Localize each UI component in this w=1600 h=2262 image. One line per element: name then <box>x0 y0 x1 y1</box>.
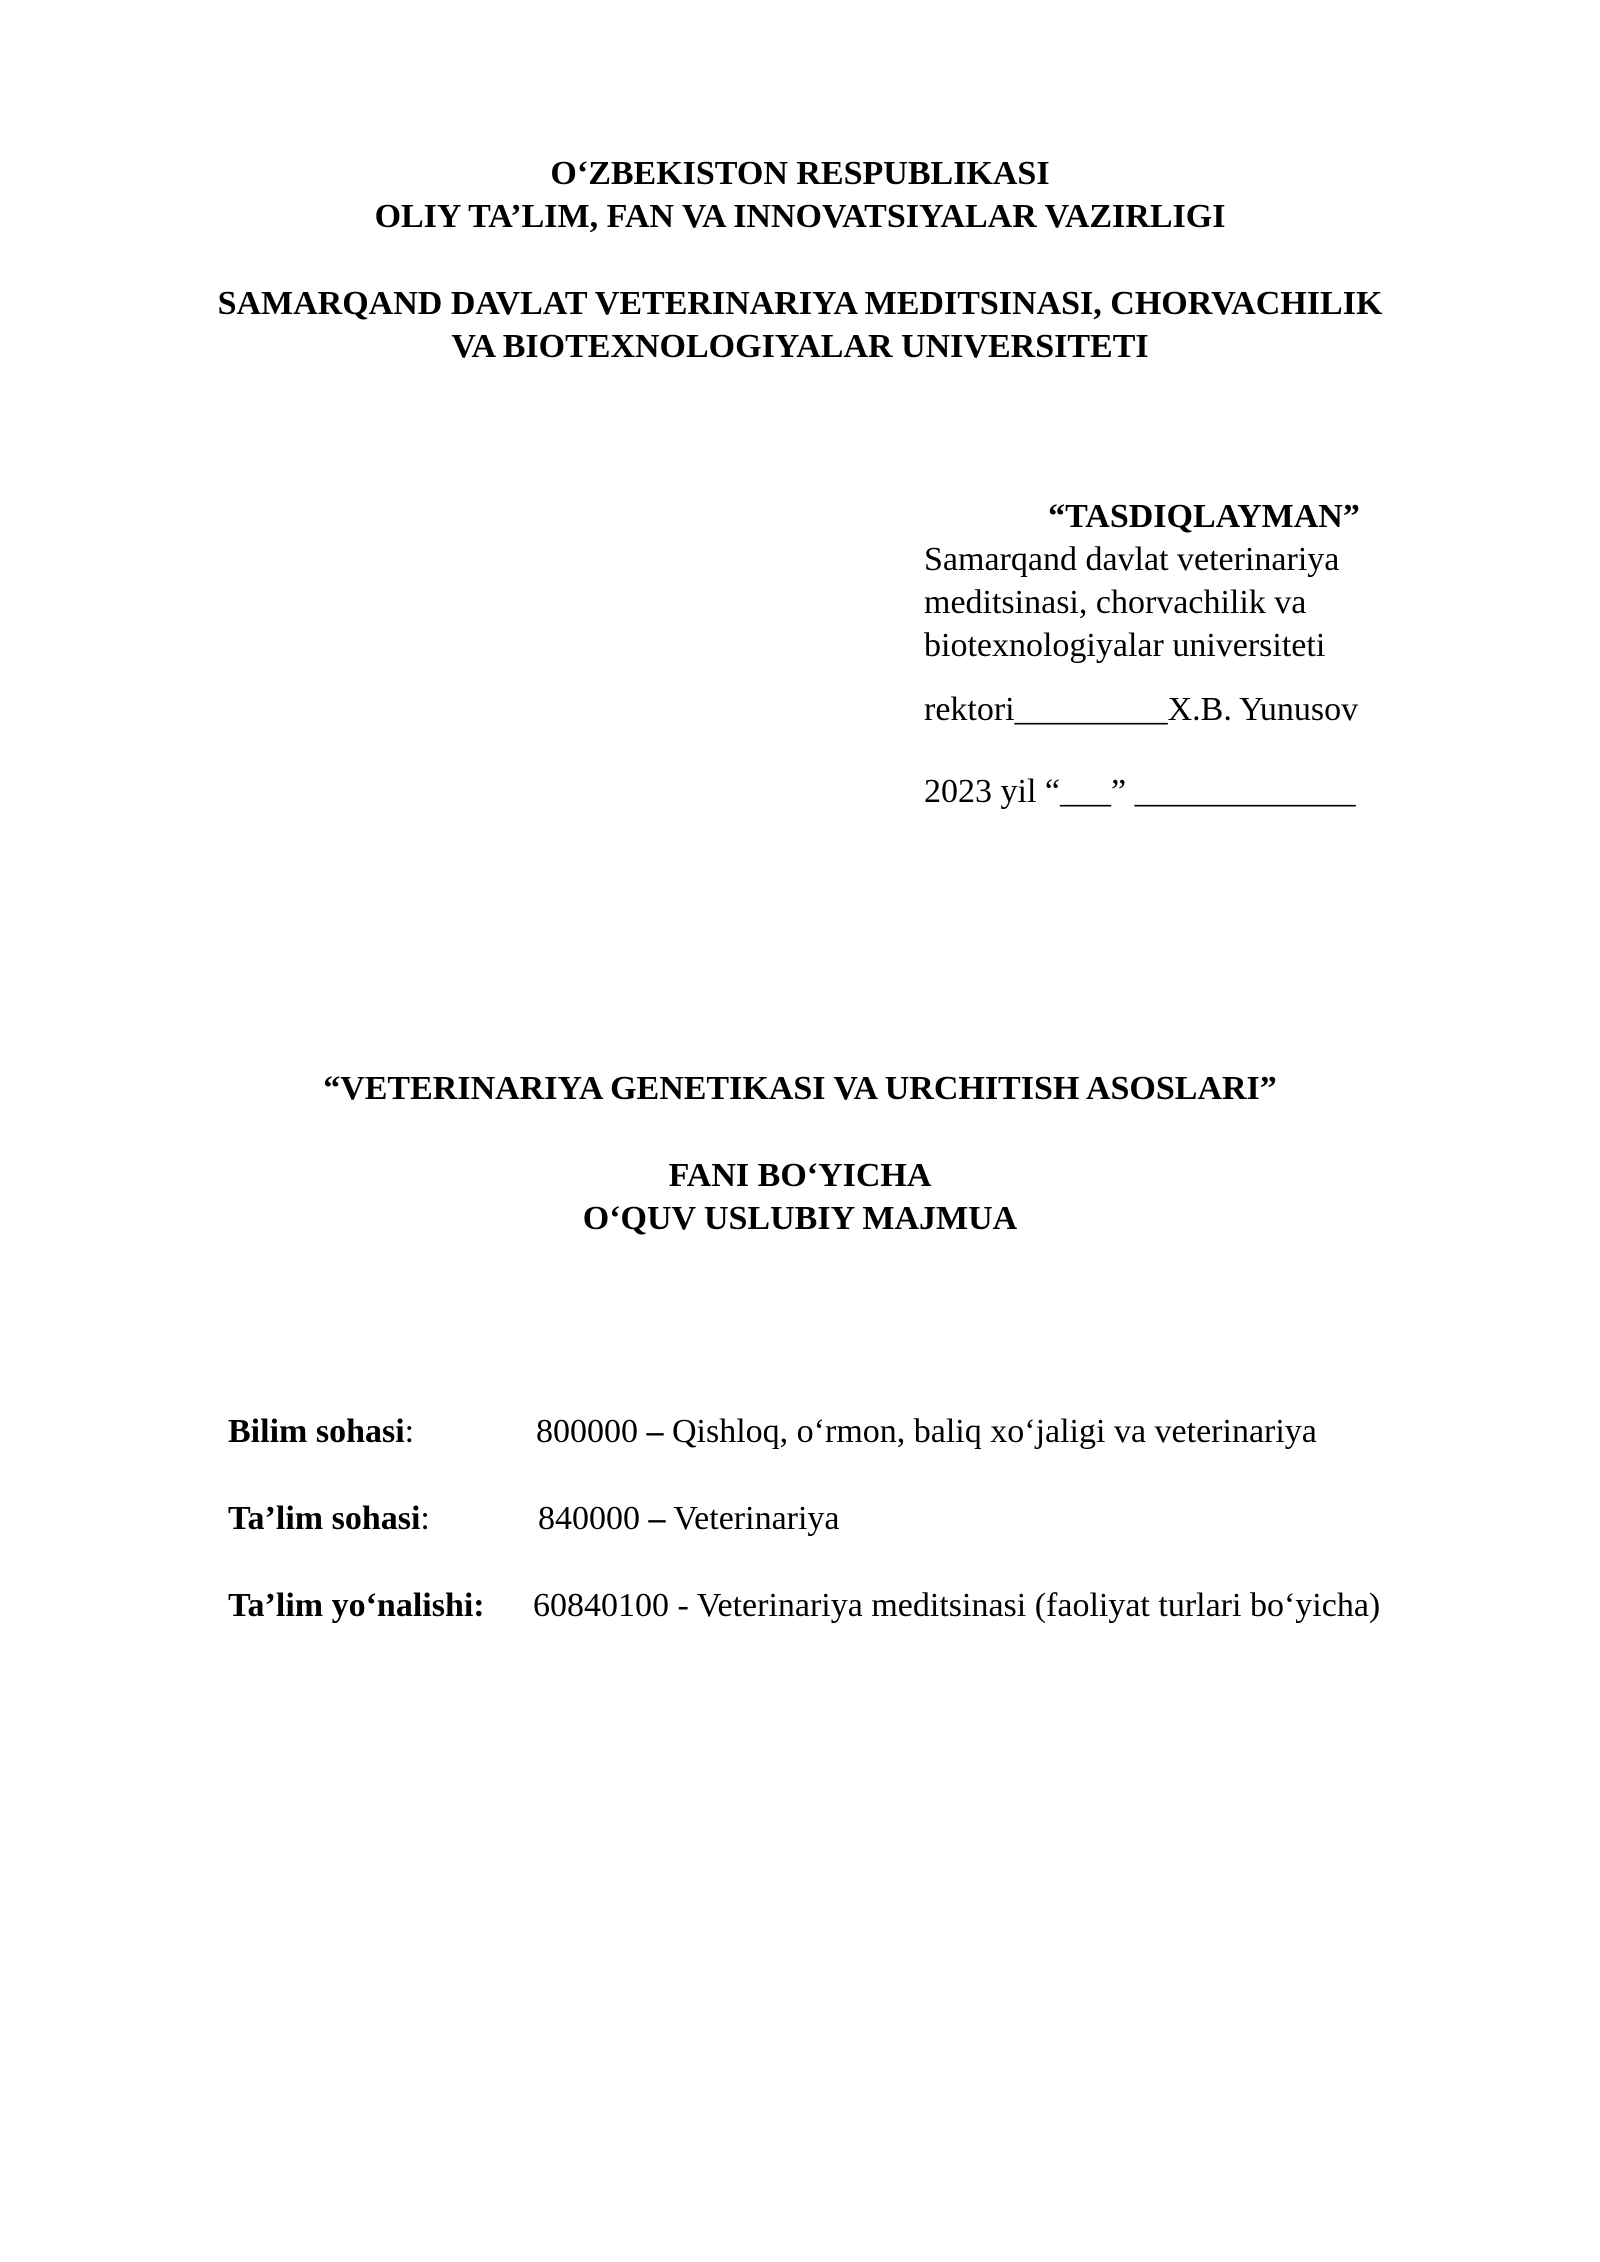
info-code: 840000 <box>538 1500 640 1537</box>
info-value-talim-yonalishi: 60840100 - Veterinariya meditsinasi (faoliyat turlari bo‘yicha) <box>533 1587 1381 1624</box>
subject-line-2: O‘QUV USLUBIY MAJMUA <box>582 1200 1018 1237</box>
header-university-line1: SAMARQAND DAVLAT VETERINARIYA MEDITSINASI, CHORVACHILIK <box>217 285 1383 322</box>
approval-rector-signature: rektori_________X.B. Yunusov <box>924 691 1359 728</box>
info-row-talim-sohasi <box>228 1500 430 1538</box>
header-ministry: OLIY TA’LIM, FAN VA INNOVATSIYALAR VAZIRLIGI <box>374 198 1226 235</box>
approval-date: 2023 yil “___” _____________ <box>924 773 1356 810</box>
subject-line-1: FANI BO‘YICHA <box>668 1157 932 1194</box>
info-label: Ta’lim yo‘nalishi: <box>228 1587 485 1624</box>
info-label: Bilim sohasi <box>228 1413 405 1450</box>
info-label: Ta’lim sohasi <box>228 1500 421 1537</box>
approval-line-1: Samarqand davlat veterinariya <box>924 541 1340 578</box>
approval-line-2: meditsinasi, chorvachilik va <box>924 584 1307 621</box>
info-row-talim-yonalishi <box>228 1587 485 1625</box>
subject-title: “VETERINARIYA GENETIKASI VA URCHITISH ASOSLARI” <box>323 1070 1277 1107</box>
approval-line-3: biotexnologiyalar universiteti <box>924 627 1326 664</box>
info-dash: – <box>648 1500 666 1537</box>
info-separator: : <box>404 1413 415 1450</box>
info-value-bilim-sohasi <box>536 1413 1317 1451</box>
info-value-talim-sohasi <box>538 1500 840 1538</box>
info-separator: : <box>420 1500 430 1537</box>
info-value: Veterinariya <box>673 1500 840 1537</box>
header-country: O‘ZBEKISTON RESPUBLIKASI <box>550 155 1050 192</box>
info-value: Qishloq, o‘rmon, baliq xo‘jaligi va veterinariya <box>672 1413 1317 1450</box>
info-dash: – <box>646 1413 664 1450</box>
info-row-bilim-sohasi <box>228 1413 414 1451</box>
approval-block <box>924 496 1484 813</box>
info-code: 800000 <box>536 1413 638 1450</box>
approval-title: “TASDIQLAYMAN” <box>1048 498 1360 535</box>
header-university-line2: VA BIOTEXNOLOGIYALAR UNIVERSITETI <box>451 328 1149 365</box>
